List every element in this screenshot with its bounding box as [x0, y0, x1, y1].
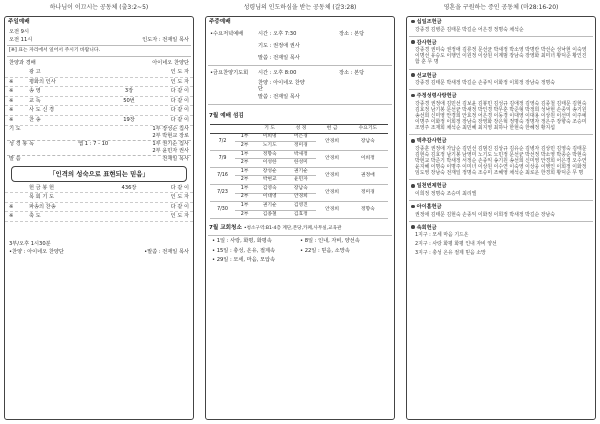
order-who: 인 도 자 — [170, 69, 189, 76]
clean-heading-row — [206, 223, 394, 234]
offering-heading-row — [407, 202, 595, 211]
sunday-heading: 주일예배 — [8, 19, 30, 25]
divider — [409, 221, 593, 222]
prayer-row-2 — [5, 133, 193, 140]
bullet-icon — [411, 20, 415, 24]
prayer-2: 2부 박현교 장로 — [152, 132, 189, 139]
prayer-1: 1부 장성순 집사 — [152, 125, 189, 132]
clean-note: •청소구역:B1-4층 계단,본당,카페,사무실,교육관 — [243, 226, 342, 232]
prayer-label: 기 도 — [9, 125, 21, 132]
order-item — [5, 193, 193, 203]
order-name: 목 회 기 도 — [29, 194, 54, 201]
wed-place: 장소 : 본당 — [339, 30, 365, 37]
offering-members: 강종경 김태문 박새정 박길순 손종익 이화정 이희정 장남숙 정명숙 — [415, 80, 555, 86]
duty-row — [210, 167, 388, 176]
wed-label: •수요저녁예배 — [210, 30, 244, 37]
duty-cell: 정향숙 — [348, 202, 388, 219]
prayer-row-1 — [5, 126, 193, 133]
word-label: 말 씀 — [9, 156, 21, 163]
duty-col-header — [210, 124, 235, 133]
duty-cell: 장남숙 — [348, 133, 388, 150]
duty-row — [210, 133, 388, 142]
divider — [208, 65, 392, 66]
time-row-2 — [5, 36, 193, 44]
duty-col-header: 헌 금 — [316, 124, 347, 133]
divider — [409, 179, 593, 180]
panel-title: 성령님의 인도하심을 받는 공동체 (갈3:28) — [243, 4, 357, 11]
sermon-title: 「인격의 성숙으로 표현되는 믿음」 — [11, 166, 187, 182]
offering-heading-row — [407, 181, 595, 190]
duty-cell: 1부 — [235, 167, 254, 176]
offering-heading-row — [407, 71, 595, 80]
panel-sunday-worship — [4, 4, 194, 420]
scripture-row-2 — [5, 148, 193, 155]
duty-cell: 2부 — [235, 142, 254, 151]
prayer-item: 2지구 : 사랑 화평 화평 인내 자비 양선 — [415, 241, 497, 248]
divider — [409, 69, 593, 70]
duty-cell: 1부 — [235, 133, 254, 142]
duty-cell: 안경희 — [316, 202, 347, 219]
order-who: 다 같 이 — [170, 117, 189, 123]
order-mid: 50번 — [123, 97, 135, 104]
order-item — [5, 116, 193, 126]
duty-cell: 2부 — [235, 176, 254, 185]
order-item — [5, 68, 193, 78]
offerings-box — [406, 16, 596, 420]
clean-item: • 1일 : 사랑, 화평, 화평속 — [212, 238, 272, 245]
duty-cell: 2부 — [235, 159, 254, 168]
order-name: 헌 금 봉 헌 — [29, 184, 54, 191]
order-mark: ※ — [9, 88, 14, 95]
offering-heading: 선교헌금 — [416, 72, 437, 79]
order-name: 평화의 인사 — [29, 78, 56, 85]
duty-cell: 어은경 — [285, 133, 316, 142]
order-item — [5, 184, 193, 194]
duty-date: 7/23 — [210, 185, 235, 202]
clean-heading: 7월 교회청소 — [209, 225, 242, 232]
duty-cell: 김종철 — [254, 210, 285, 219]
weekly-box — [205, 16, 395, 420]
divider — [7, 45, 191, 46]
order-name: 광 고 — [29, 69, 41, 76]
duty-cell: 정향숙 — [254, 150, 285, 159]
divider — [208, 235, 392, 236]
afternoon-row — [5, 248, 193, 256]
time-2: 오전 11시 — [9, 36, 33, 43]
duty-cell: 권기순 — [285, 167, 316, 176]
offering-heading-row — [407, 38, 595, 47]
wed-lead-row — [206, 40, 394, 52]
offering-heading: 일천번제헌금 — [416, 183, 447, 190]
divider — [7, 56, 191, 57]
wed-row — [206, 28, 394, 40]
order-name: 교 독 — [29, 97, 41, 104]
duty-cell: 노기도 — [254, 142, 285, 151]
bullet-icon — [411, 184, 415, 188]
time-1: 오전 9시 — [9, 28, 29, 35]
divider — [409, 134, 593, 135]
duty-cell: 안경희 — [316, 150, 347, 167]
scripture-reader-1: 1부 권기순 집사 — [152, 140, 189, 147]
order-item — [5, 97, 193, 107]
order-item — [5, 87, 193, 97]
duty-cell: 정미경 — [285, 142, 316, 151]
duty-cell: 장남숙 — [285, 185, 316, 194]
duty-row — [210, 150, 388, 159]
duty-cell: 안경희 — [316, 167, 347, 184]
duty-cell: 1부 — [235, 150, 254, 159]
prayer-heading-row — [407, 223, 595, 232]
offering-members: 권정애 김태문 김현숙 손종익 이화정 이희정 박새정 박길순 장남숙 — [415, 211, 555, 218]
order-who: 인 도 자 — [170, 194, 189, 201]
scripture-ref: 엡 1 : 7 - 10 — [78, 140, 109, 147]
duty-cell: 이성한 — [254, 159, 285, 168]
duty-cell: 장성순 — [254, 167, 285, 176]
clean-item: • 8일 : 인내, 자비, 양선속 — [300, 238, 360, 245]
order-who: 다 같 이 — [170, 203, 189, 210]
clean-list — [206, 237, 394, 265]
afternoon-time-row — [5, 240, 193, 248]
fri-lead: 찬양 : 아이네오 찬양단 — [258, 79, 305, 93]
order-mid: 19장 — [123, 117, 135, 123]
fri-word-row — [206, 91, 394, 103]
clean-item: • 29일 : 모세, 마음, 모압속 — [212, 257, 276, 264]
clean-item: • 22일 : 믿음, 소망속 — [300, 247, 350, 254]
order-who: 인 도 자 — [170, 78, 189, 85]
notice-text: [※] 표는 자리에서 일어서 주시기 바랍니다. — [9, 47, 101, 53]
order-mark: ※ — [9, 78, 14, 85]
offering-members: 강종경 권정애 김민선 김보윤 김봉민 김성규 김애정 김영숙 김종철 김태문 김현숙 김효정 남기봉 문선균 박새정 박인경 박무훈 박준형 박정희 성낙현 손종익 송기원 송선희 신미영 안경희 안효정 어은경 이동경 이대영 이대용 이상원 이선미 이주예 이명주 이화정 이희정 장남숙 장영화 장은혁 정명숙 정명자 정은주 장향숙 조승미 조영주 조재희 채석순 최민혜 최지영 최하나 한현숙 한혜정 황지섭 — [415, 100, 587, 132]
order-mark: ※ — [9, 213, 14, 220]
prayer-heading: 속회헌금 — [416, 224, 437, 231]
duty-cell: 박현교 — [254, 176, 285, 185]
panel-title: 영혼을 구원하는 증인 공동체 (마28:16-20) — [443, 4, 559, 11]
duty-date: 7/9 — [210, 150, 235, 167]
prayer-item: 3지구 : 충성 온유 절제 믿음 소망 — [415, 250, 486, 257]
word-who: 전재일 목사 — [162, 156, 189, 163]
order-mark: ※ — [9, 203, 14, 210]
duty-cell: 정미경 — [348, 185, 388, 202]
duty-cell: 1부 — [235, 185, 254, 194]
panel-offerings — [406, 4, 596, 420]
choir-label: 찬양과 경배 — [9, 59, 36, 66]
duty-row — [210, 202, 388, 211]
bullet-icon — [411, 94, 415, 98]
prayer-item: 1지구 : 모세 마음 기드온 — [415, 232, 469, 239]
fri-word: 말씀 : 전재일 목사 — [258, 93, 300, 100]
fri-time: 시간 : 오후 8:00 — [258, 69, 297, 76]
order-who: 인 도 자 — [170, 213, 189, 220]
duty-cell: 이희명 — [254, 133, 285, 142]
bullet-icon — [411, 40, 415, 44]
duty-cell: 이대영 — [254, 193, 285, 202]
order-mid: 436장 — [121, 184, 137, 191]
duty-cell: 한성미 — [285, 159, 316, 168]
order-who: 다 같 이 — [170, 107, 189, 114]
order-name: 찬 송 — [29, 117, 41, 123]
duty-col-header: 기 도 — [254, 124, 285, 133]
sunday-box — [4, 16, 194, 420]
duty-date: 7/30 — [210, 202, 235, 219]
time-row-1 — [5, 28, 193, 36]
order-mark: ※ — [9, 97, 14, 104]
weekly-heading: 주중예배 — [209, 19, 231, 25]
duty-cell: 권정애 — [348, 167, 388, 184]
offering-heading: 아이홈헌금 — [416, 204, 442, 210]
offering-heading-row — [407, 91, 595, 100]
duty-date: 7/16 — [210, 167, 235, 184]
order-name: 송 영 — [29, 88, 41, 95]
duty-table — [210, 124, 388, 219]
order-name: 축 도 — [29, 213, 41, 220]
order-item — [5, 212, 193, 222]
order-mark: ※ — [9, 107, 14, 114]
divider — [409, 36, 593, 37]
notice — [5, 47, 193, 55]
offering-heading: 감사헌금 — [416, 39, 437, 46]
word-row — [5, 156, 193, 164]
panel-title: 하나님이 이끄시는 공동체 (출3:2~5) — [49, 4, 149, 11]
order-name: 사 도 신 경 — [29, 107, 54, 114]
order-item — [5, 203, 193, 213]
duty-cell: 2부 — [235, 193, 254, 202]
offering-members: 강종경 김병준 김태문 박길순 어은경 정명숙 채석순 — [415, 26, 524, 33]
wed-lead: 기도 : 권정애 권사 — [258, 42, 300, 49]
wed-word: 말씀 : 전재일 목사 — [258, 54, 300, 61]
duty-cell: 이희정 — [348, 150, 388, 167]
offering-members: 이희정 정명숙 조승미 최리엘 — [415, 190, 477, 197]
duty-cell: 안경희 — [316, 185, 347, 202]
duty-cell: 2부 — [235, 210, 254, 219]
divider — [409, 200, 593, 201]
duty-cell: 김효정 — [285, 210, 316, 219]
duty-cell: 안경희 — [285, 193, 316, 202]
fri-label: •금요찬양기도회 — [210, 69, 249, 76]
clean-item: • 15일 : 충성, 온유, 절제속 — [212, 247, 276, 254]
offering-heading: 십일조헌금 — [416, 19, 442, 25]
duty-col-header — [235, 124, 254, 133]
duty-cell: 안경희 — [316, 133, 347, 150]
wed-time: 시간 : 오후 7:30 — [258, 30, 297, 37]
afternoon-time: 3부/오후 1시30분 — [9, 240, 51, 247]
fri-lead-row — [206, 79, 394, 91]
order-mark: ※ — [9, 117, 14, 123]
offering-members: 강종훈 권정애 가납순 김민선 김범진 김상규 김유순 김병자 김상민 김영숙 김태문 김현숙 김효정 남기봉 남영미 노기도 노민정 문선균 박선정 박소영 박종순 박현숙 박현교 박준기 박새정 서정순 손종익 송기원 송선희 신미영 안경희 어은경 오수연 윤지혜 이명숙 이명주 이미녀 이상원 이수연 이숙영 이상웅 이행인 이희정 이화정 임도영 장남숙 전재일 정명숙 조승미 조혜영 채석순 최로운 한경희 황덕준 무 명 — [415, 145, 587, 177]
offering-heading-row — [407, 136, 595, 145]
offering-heading: 맥추감사헌금 — [416, 138, 447, 145]
duty-cell: 권기순 — [254, 202, 285, 211]
bullet-icon — [411, 73, 415, 77]
choir-name: 아이네오 찬양단 — [152, 59, 189, 66]
duty-cell: 1부 — [235, 202, 254, 211]
order-mid: 3장 — [124, 88, 134, 95]
offering-heading: 주정성령사랑헌금 — [416, 93, 457, 100]
panel-weekly — [205, 4, 395, 420]
leader: 인도자 : 전재일 목사 — [142, 36, 189, 43]
afternoon-word: •말씀 : 전재일 목사 — [144, 248, 189, 255]
afternoon-choir: •찬양 : 아이네오 찬양단 — [9, 248, 64, 255]
divider — [409, 89, 593, 90]
divider — [208, 104, 392, 105]
duty-row — [210, 185, 388, 194]
scripture-label: 성 경 봉 독 — [9, 140, 34, 147]
fri-place: 장소 : 본당 — [339, 69, 365, 76]
duty-cell: 박새정 — [285, 150, 316, 159]
offering-members: 강종경 권미숙 권정애 김류정 문선균 박새정 박소영 박명란 박선순 성낙현 이숙영 이명선 유승도 이행인 이원정 이상원 이계범 장남숙 장영화 최미녀 황덕준 황인진 함 훈 무 명 — [415, 47, 587, 66]
scripture-row-1 — [5, 141, 193, 148]
wed-word-row — [206, 52, 394, 64]
order-who: 다 같 이 — [170, 97, 189, 104]
scripture-reader-2: 2부 윤민자 권사 — [152, 147, 189, 154]
offering-heading-row — [407, 17, 595, 26]
order-item — [5, 106, 193, 116]
duty-cell: 김영숙 — [254, 185, 285, 194]
order-name: 파송의 찬송 — [29, 203, 56, 210]
bullet-icon — [411, 225, 415, 229]
duty-col-header: 수요기도 — [348, 124, 388, 133]
duty-col-header: 성 경 — [285, 124, 316, 133]
order-who: 다 같 이 — [170, 88, 189, 95]
bullet-icon — [411, 205, 415, 209]
duty-heading: 7월 예배 섬김 — [209, 112, 244, 119]
bullet-icon — [411, 139, 415, 143]
duty-cell: 윤민자 — [285, 176, 316, 185]
duty-date: 7/2 — [210, 133, 235, 150]
duty-cell: 김영진 — [285, 202, 316, 211]
order-item — [5, 78, 193, 88]
choir-row — [5, 58, 193, 68]
order-who: 다 같 이 — [170, 184, 189, 191]
fri-row — [206, 67, 394, 79]
